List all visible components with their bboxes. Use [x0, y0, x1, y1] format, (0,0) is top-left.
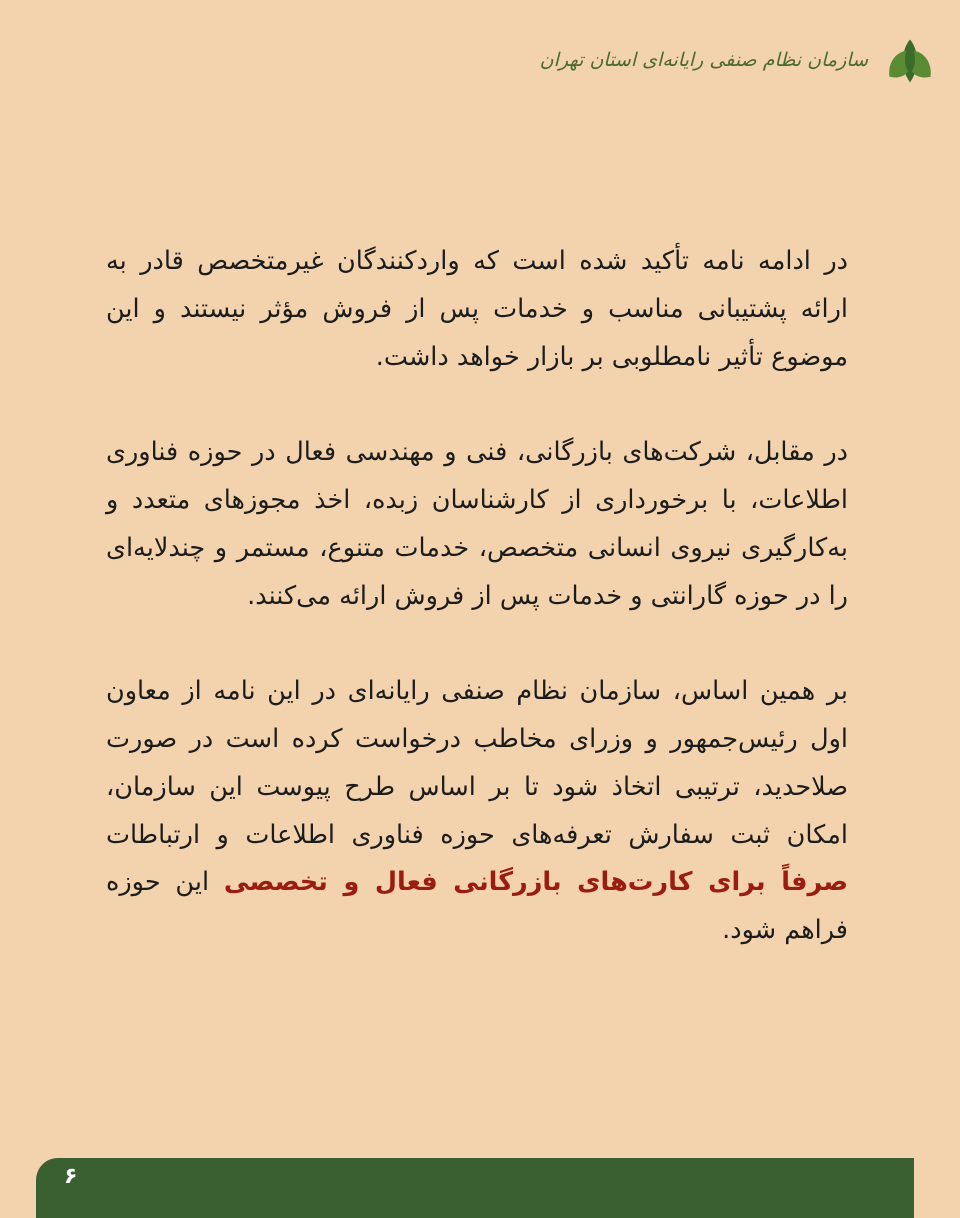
paragraph-2: در مقابل، شرکت‌های بازرگانی، فنی و مهندسی فعال در حوزه فناوری اطلاعات، با برخورداری از کارشناسان زبده، اخذ مجوزهای متعدد و به‌کارگیری نیروی انسانی متخصص، خدمات متنوع، مستمر و چندلایه‌ای را در حوزه گارانتی و خدمات پس از فروش ارائه می‌کنند. [106, 437, 848, 611]
paragraph-3-text-before: بر همین اساس، سازمان نظام صنفی رایانه‌ای در این نامه از معاون اول رئیس‌جمهور و وزرای مخاطب درخواست کرده است در صورت صلاحدید، ترتیبی اتخاذ شود تا بر اساس طرح پیوست این سازمان، امکان ثبت سفارش تعرفه‌های حوزه فناوری اطلاعات و ارتباطات [106, 676, 848, 850]
article-body [106, 238, 848, 1003]
leaf-logo-icon [882, 32, 938, 88]
paragraph-3 [106, 668, 848, 955]
page-number: ۶ [64, 1164, 78, 1189]
header [540, 28, 938, 92]
paragraph-3-highlight: صرفاً برای کارت‌های بازرگانی فعال و تخصصی [223, 867, 848, 898]
footer-bar [36, 1158, 914, 1218]
organization-name: سازمان نظام صنفی رایانه‌ای استان تهران [539, 49, 868, 71]
paragraph-3-text-after: این حوزه فراهم شود. [106, 867, 848, 946]
paragraph-1: در ادامه نامه تأکید شده است که واردکنندگان غیرمتخصص قادر به ارائه پشتیبانی مناسب و خدمات پس از فروش مؤثر نیستند و این موضوع تأثیر نامطلوبی بر بازار خواهد داشت. [106, 246, 848, 372]
